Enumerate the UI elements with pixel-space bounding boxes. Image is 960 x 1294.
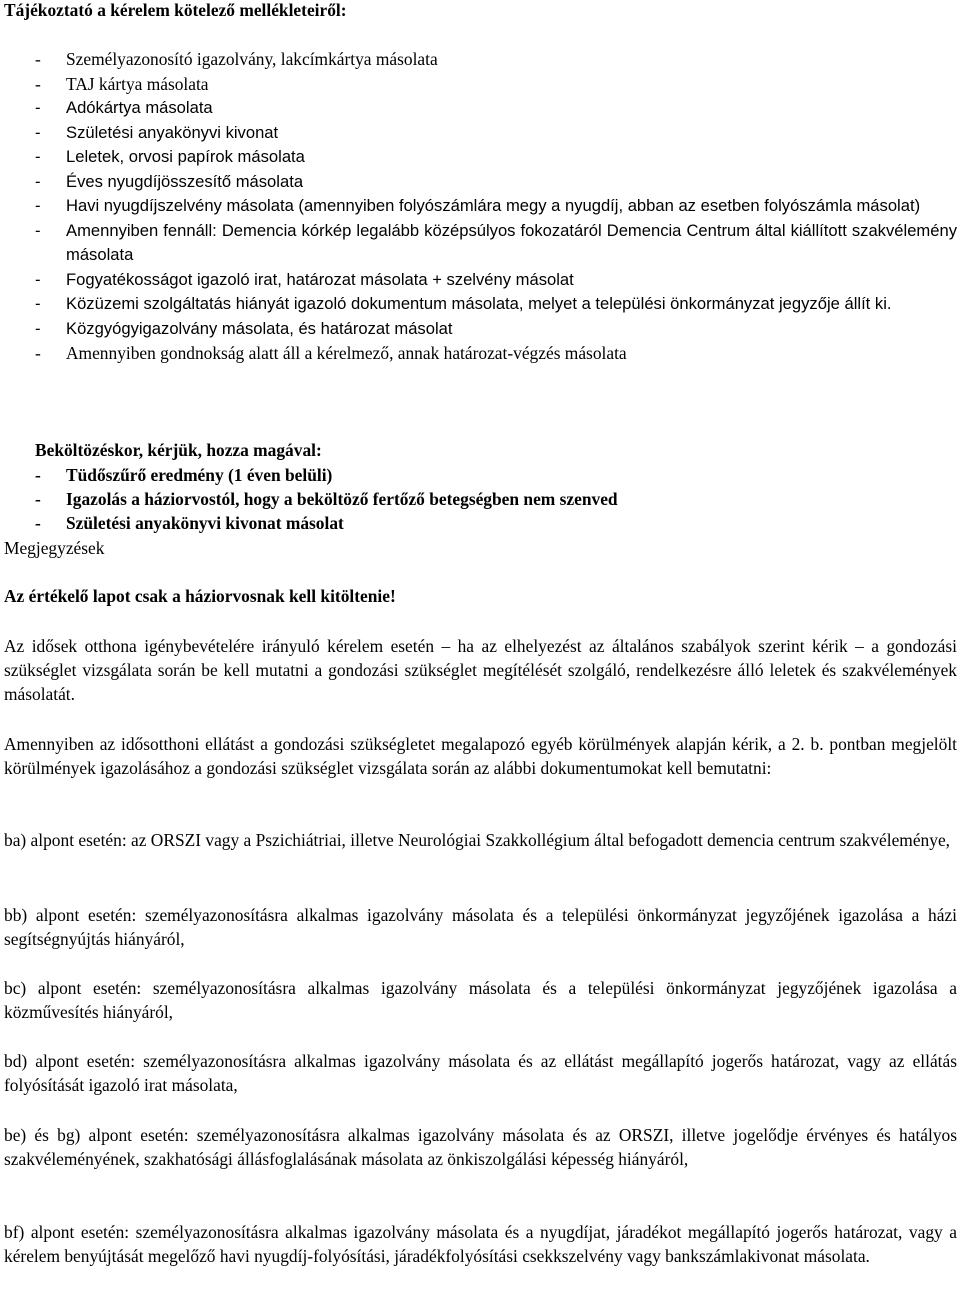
list-item: - Fogyatékosságot igazoló irat, határozat másolata + szelvény másolat — [35, 269, 574, 289]
move-in-list — [4, 463, 957, 535]
list-item: - Amennyiben fennáll: Demencia kórkép legalább középsúlyos fokozatáról Demencia Centrum által kiállított szakvélemény másolata — [35, 220, 957, 264]
required-documents-list — [4, 47, 957, 366]
paragraph: Amennyiben az idősotthoni ellátást a gondozási szükségletet megalapozó egyéb körülmények alapján kérik, a 2. b. pontban megjelölt körülmények igazolásához a gondozási szükséglet vizsgálata során az alábbi dokumentumokat kell bemutatni: — [4, 734, 957, 778]
list-item: - Havi nyugdíjszelvény másolata (amennyiben folyószámlára megy a nyugdíj, abban az esetben folyószámla másolat) — [35, 196, 921, 215]
list-item: - Éves nyugdíjösszesítő másolata — [35, 171, 304, 191]
list-item: - Születési anyakönyvi kivonat — [35, 122, 279, 142]
paragraph: bf) alpont esetén: személyazonosításra alkalmas igazolvány másolata és a nyugdíjat, járadékot megállapító jogerős határozat, vagy a kérelem benyújtását megelőző havi nyugdíj-folyósítási, járadékfolyósítási csekkszelvény vagy bankszámlakivonat másolata. — [4, 1222, 957, 1266]
list-item: - Igazolás a háziorvostól, hogy a beköltöző fertőző betegségben nem szenved — [35, 489, 618, 509]
move-in-heading: Beköltözéskor, kérjük, hozza magával: — [35, 440, 322, 460]
list-item: - TAJ kártya másolata — [35, 73, 209, 94]
list-item: - Közgyógyigazolvány másolata, és határozat másolat — [35, 318, 453, 338]
page-title: Tájékoztató a kérelem kötelező mellékleteiről: — [4, 0, 347, 20]
notes-heading: Megjegyzések — [4, 538, 105, 558]
paragraph: bc) alpont esetén: személyazonosításra alkalmas igazolvány másolata és a települési önkormányzat jegyzőjének igazolása a közművesítés hiányáról, — [4, 978, 957, 1022]
paragraph: bb) alpont esetén: személyazonosításra alkalmas igazolvány másolata és a települési önkormányzat jegyzőjének igazolása a házi segítségnyújtás hiányáról, — [4, 905, 957, 949]
list-item: - Leletek, orvosi papírok másolata — [35, 147, 305, 166]
list-item: - Amennyiben gondnokság alatt áll a kérelmező, annak határozat-végzés másolata — [35, 343, 627, 363]
paragraph: bd) alpont esetén: személyazonosításra alkalmas igazolvány másolata és az ellátást megállapító jogerős határozat, vagy az ellátás folyósítását igazoló irat másolata, — [4, 1051, 957, 1095]
list-item: - Tüdőszűrő eredmény (1 éven belüli) — [35, 465, 333, 485]
list-item: - Adókártya másolata — [35, 98, 213, 117]
list-item: - Születési anyakönyvi kivonat másolat — [35, 513, 344, 533]
list-item: - Közüzemi szolgáltatás hiányát igazoló dokumentum másolata, melyet a települési önkormányzat jegyzője állít ki. — [35, 294, 892, 313]
list-item: - Személyazonosító igazolvány, lakcímkártya másolata — [35, 49, 438, 69]
paragraph: ba) alpont esetén: az ORSZI vagy a Pszichiátriai, illetve Neurológiai Szakkollégium által befogadott demencia centrum szakvéleménye, — [4, 830, 951, 850]
gp-note: Az értékelő lapot csak a háziorvosnak kell kitöltenie! — [4, 586, 396, 606]
paragraph: be) és bg) alpont esetén: személyazonosításra alkalmas igazolvány másolata és az ORSZI, illetve jogelődje érvényes és hatályos szakvéleményének, szakhatósági állásfoglalásának másolata az önkiszolgálási képesség hiányáról, — [4, 1125, 957, 1169]
paragraph: Az idősek otthona igénybevételére irányuló kérelem esetén – ha az elhelyezést az általános szabályok szerint kérik – a gondozási szükséglet vizsgálata során be kell mutatni a gondozási szükséglet megítélését szolgáló, rendelkezésre álló leletek és szakvélemények másolatát. — [4, 636, 957, 704]
